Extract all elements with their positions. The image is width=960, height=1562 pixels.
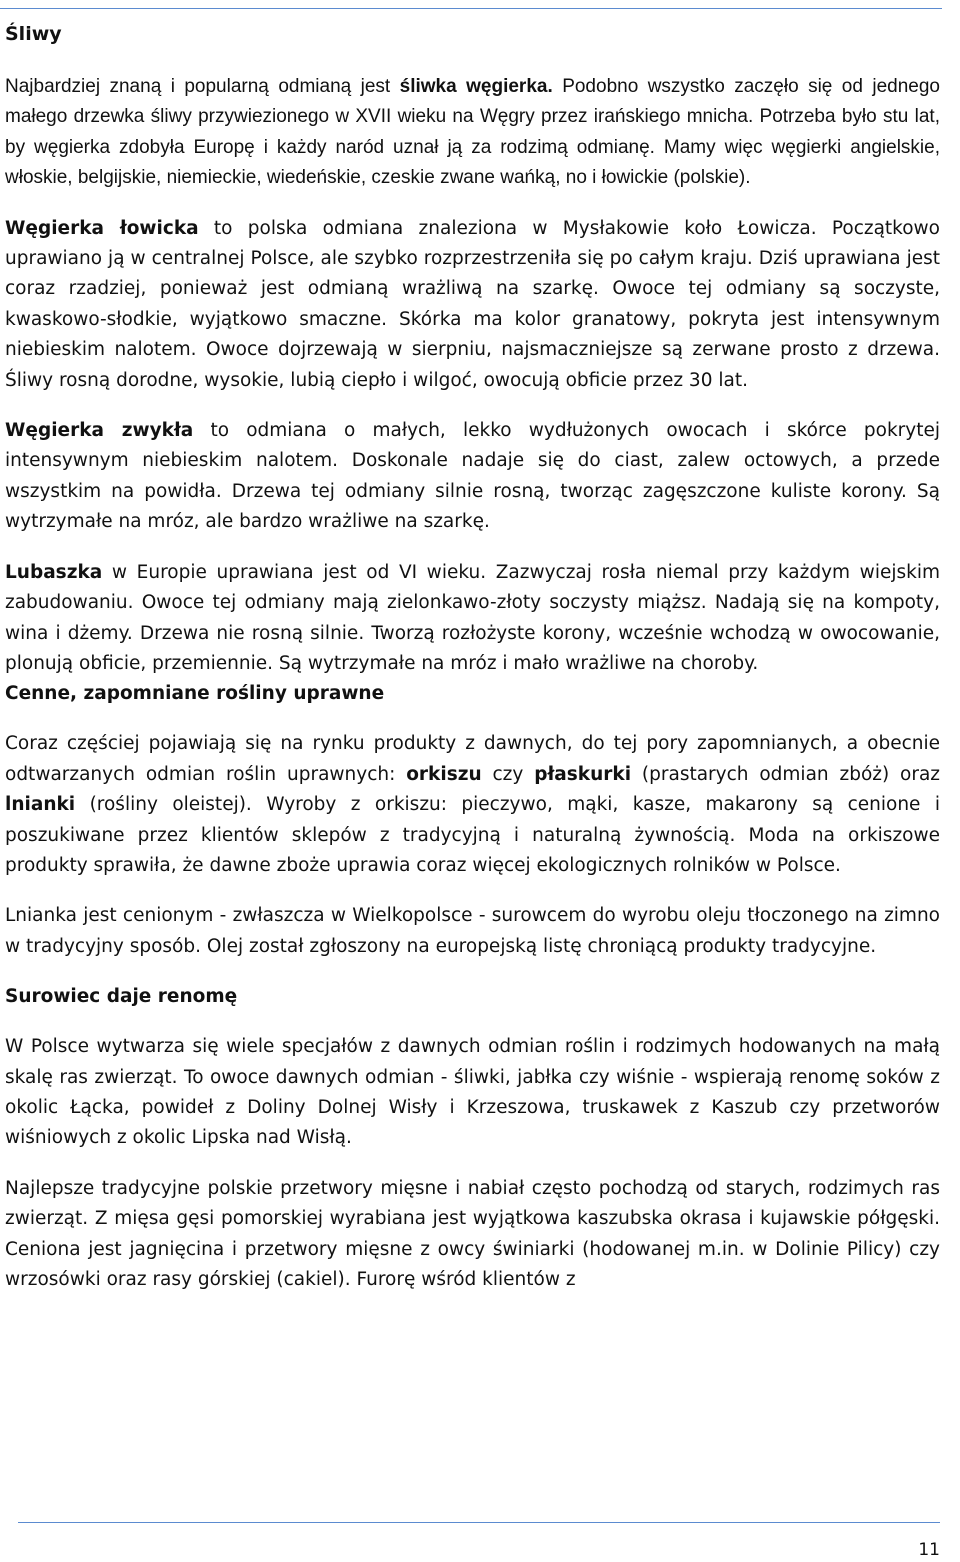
text-run: Coraz częściej pojawiają się na rynku produkty z dawnych, do tej pory zapomnianych, a obecnie odtwarzanych odmian roślin uprawnych:: [5, 733, 940, 785]
text-run: to polska odmiana znaleziona w Mysłakowie koło Łowicza. Początkowo uprawiano ją w centralnej Polsce, ale szybko rozprzestrzeniła się po całym kraju. Dziś uprawiana jest coraz rzadziej, ponieważ jest odmianą wrażliwą na szarkę. Owoce tej odmiany są soczyste, kwaskowo-słodkie, wyjątkowo smaczne. Skórka ma kolor granatowy, pokryta jest intensywnym niebieskim nalotem. Owoce dojrzewają w sierpniu, najsmaczniejsze są zerwane prosto z drzewa. Śliwy rosną dorodne, wysokie, lubią ciepło i wilgoć, owocują obficie przez 30 lat.: [5, 217, 941, 391]
document-page: [5, 18, 940, 1295]
paragraph-meat-products: Najlepsze tradycyjne polskie przetwory mięsne i nabiał często pochodzą od starych, rodzimych ras zwierząt. Z mięsa gęsi pomorskiej wyrabiana jest wyjątkowa kaszubska okrasa i kujawskie półgęski. Ceniona jest jagnięcina i przetwory mięsne z owcy świniarki (hodowanej m.in. w Dolinie Pilicy) czy wrzosówki oraz rasy górskiej (cakiel). Furorę wśród klientów z: [5, 1177, 940, 1290]
paragraph-wegierka-zwykla: [5, 416, 940, 538]
bold-term: lnianki: [5, 794, 76, 816]
paragraph-lnianka: Lnianka jest cenionym - zwłaszcza w Wielkopolsce - surowcem do wyrobu oleju tłoczonego na zimno w tradycyjny sposób. Olej został zgłoszony na europejską listę chroniącą produkty tradycyjne.: [5, 905, 940, 957]
text-run: (rośliny oleistej). Wyroby z orkiszu: pieczywo, mąki, kasze, makarony są cenione i poszukiwane przez klientów sklepów z tradycyjną i naturalną żywnością. Moda na orkiszowe produkty sprawiła, że dawne zboże uprawia coraz więcej ekologicznych rolników w Polsce.: [5, 794, 940, 876]
text-run: czy: [481, 763, 535, 785]
header-rule: [0, 8, 942, 9]
text-run: Podobno wszystko zaczęło się od jednego małego drzewka śliwy przywiezionego w XVII wieku na Węgry przez irańskiego mnicha. Potrzeba było stu lat, by węgierka zdobyła Europę i każdy naród uznał ją za rodzimą odmianę. Mamy więc węgierki angielskie, włoskie, belgijskie, niemieckie, wiedeńskie, czeskie zwane wańką, no i łowickie (polskie).: [5, 76, 941, 189]
bold-term: Węgierka łowicka: [5, 217, 199, 239]
bold-term: orkiszu: [406, 763, 482, 785]
footer-rule: [18, 1522, 940, 1523]
paragraph-specialties: W Polsce wytwarza się wiele specjałów z dawnych odmian roślin i rodzimych hodowanych na małą skalę ras zwierząt. To owoce dawnych odmian - śliwki, jabłka czy wiśnie - wspierają renomę soków z okolic Łącka, powideł z Doliny Dolnej Wisły i Krzeszowa, truskawek z Kaszub czy przetworów wiśniowych z okolic Lipska nad Wisłą.: [5, 1036, 940, 1149]
paragraph-old-crops: [5, 729, 940, 881]
section-title: Śliwy: [5, 23, 62, 45]
text-run: (prastarych odmian zbóż) oraz: [631, 763, 941, 785]
page-number: 11: [918, 1540, 940, 1560]
bold-term: śliwka węgierka.: [399, 76, 553, 97]
paragraph-wegierka-lowicka: [5, 214, 940, 396]
heading-forgotten-crops: Cenne, zapomniane rośliny uprawne: [5, 683, 385, 705]
bold-term: płaskurki: [534, 763, 632, 785]
bold-term: Węgierka zwykła: [5, 420, 194, 442]
heading-raw-material: Surowiec daje renomę: [5, 986, 238, 1008]
text-run: Najbardziej znaną i popularną odmianą jest: [5, 76, 400, 97]
paragraph-lubaszka: [5, 558, 940, 680]
text-run: w Europie uprawiana jest od VI wieku. Zazwyczaj rosła niemal przy każdym wiejskim zabudowaniu. Owoce tej odmiany mają zielonkawo-złoty soczysty miąższ. Nadają się na kompoty, wina i dżemy. Drzewa nie rosną silnie. Tworzą rozłożyste korony, wcześnie wchodzą w owocowanie, plonują obficie, przemiennie. Są wytrzymałe na mróz i mało wrażliwe na choroby.: [5, 561, 940, 674]
bold-term: Lubaszka: [5, 561, 103, 583]
paragraph-plums-intro: [5, 72, 940, 194]
text-run: to odmiana o małych, lekko wydłużonych owocach i skórce pokrytej intensywnym niebieskim nalotem. Doskonale nadaje się do ciast, zalew octowych, a przede wszystkim na powidła. Drzewa tej odmiany silnie rosną, tworząc zagęszczone kuliste korony. Są wytrzymałe na mróz, ale bardzo wrażliwe na szarkę.: [5, 420, 940, 533]
